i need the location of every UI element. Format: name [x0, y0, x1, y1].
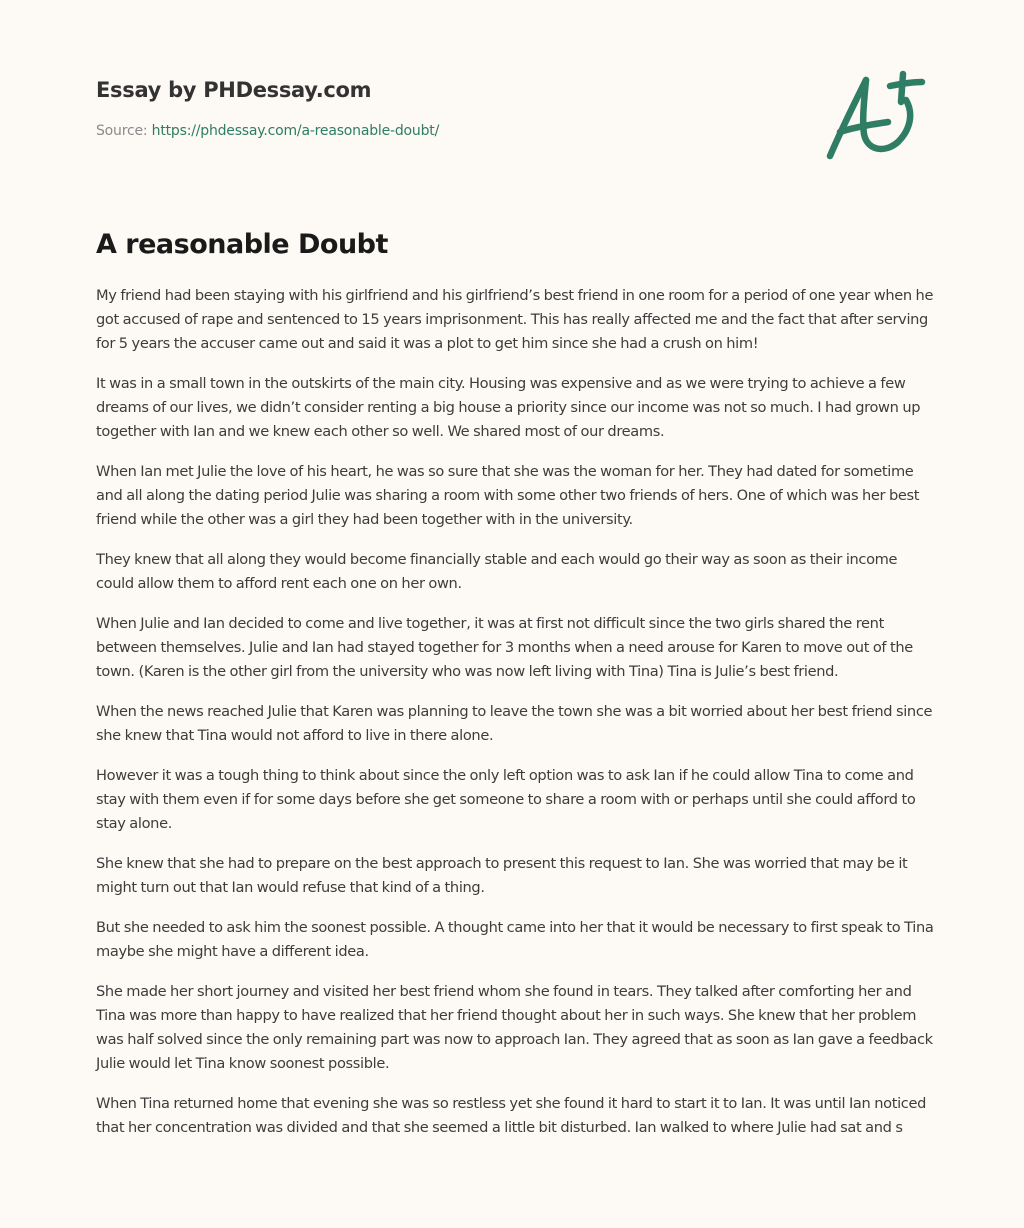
page-header [96, 76, 439, 141]
essay-paragraph: They knew that all along they would become financially stable and each would go their way as soon as their income could allow them to afford rent each one on her own. [96, 551, 898, 592]
essay-body [96, 284, 936, 1156]
source-link[interactable]: https://phdessay.com/a-reasonable-doubt/ [151, 123, 440, 139]
essay-paragraph: When Tina returned home that evening she was so restless yet she found it hard to start it to Ian. It was until Ian noticed that her concentration was divided and that she seemed a little bit disturbed. Ian walked to where Julie had sat and s [96, 1095, 926, 1136]
essay-paragraph: But she needed to ask him the soonest possible. A thought came into her that it would be necessary to first speak to Tina maybe she might have a different idea. [96, 919, 934, 960]
essay-paragraph: However it was a tough thing to think about since the only left option was to ask Ian if he could allow Tina to come and stay with them even if for some days before she get someone to share a room with or perhaps until she could afford to stay alone. [96, 767, 916, 832]
essay-paragraph: She made her short journey and visited her best friend whom she found in tears. They talked after comforting her and Tina was more than happy to have realized that her friend thought about her in such ways. She knew that her problem was half solved since the only remaining part was now to approach Ian. They agreed that as soon as Ian gave a feedback Julie would let Tina know soonest possible. [96, 983, 933, 1072]
essay-paragraph: When Ian met Julie the love of his heart, he was so sure that she was the woman for her. They had dated for sometime and all along the dating period Julie was sharing a room with some other two friends of hers. One of which was her best friend while the other was a girl they had been together with in the university. [96, 463, 920, 528]
essay-paragraph: When the news reached Julie that Karen was planning to leave the town she was a bit worried about her best friend since she knew that Tina would not afford to live in there alone. [96, 703, 933, 744]
source-line [96, 121, 439, 141]
site-brand: Essay by PHDessay.com [96, 78, 372, 102]
essay-paragraph: My friend had been staying with his girlfriend and his girlfriend’s best friend in one room for a period of one year when he got accused of rape and sentenced to 15 years imprisonment. This has really affected me and the fact that after serving for 5 years the accuser came out and said it was a plot to get him since she had a crush on him! [96, 287, 934, 352]
a-plus-grade-icon [818, 62, 934, 170]
essay-title: A reasonable Doubt [96, 229, 388, 260]
essay-paragraph: It was in a small town in the outskirts of the main city. Housing was expensive and as we were trying to achieve a few dreams of our lives, we didn’t consider renting a big house a priority since our income was not so much. I had grown up together with Ian and we knew each other so well. We shared most of our dreams. [96, 375, 921, 440]
essay-paragraph: When Julie and Ian decided to come and live together, it was at first not difficult since the two girls shared the rent between themselves. Julie and Ian had stayed together for 3 months when a need arouse for Karen to move out of the town. (Karen is the other girl from the university who was now left living with Tina) Tina is Julie’s best friend. [96, 615, 913, 680]
essay-paragraph: She knew that she had to prepare on the best approach to present this request to Ian. She was worried that may be it might turn out that Ian would refuse that kind of a thing. [96, 855, 908, 896]
source-label: Source: [96, 123, 148, 139]
